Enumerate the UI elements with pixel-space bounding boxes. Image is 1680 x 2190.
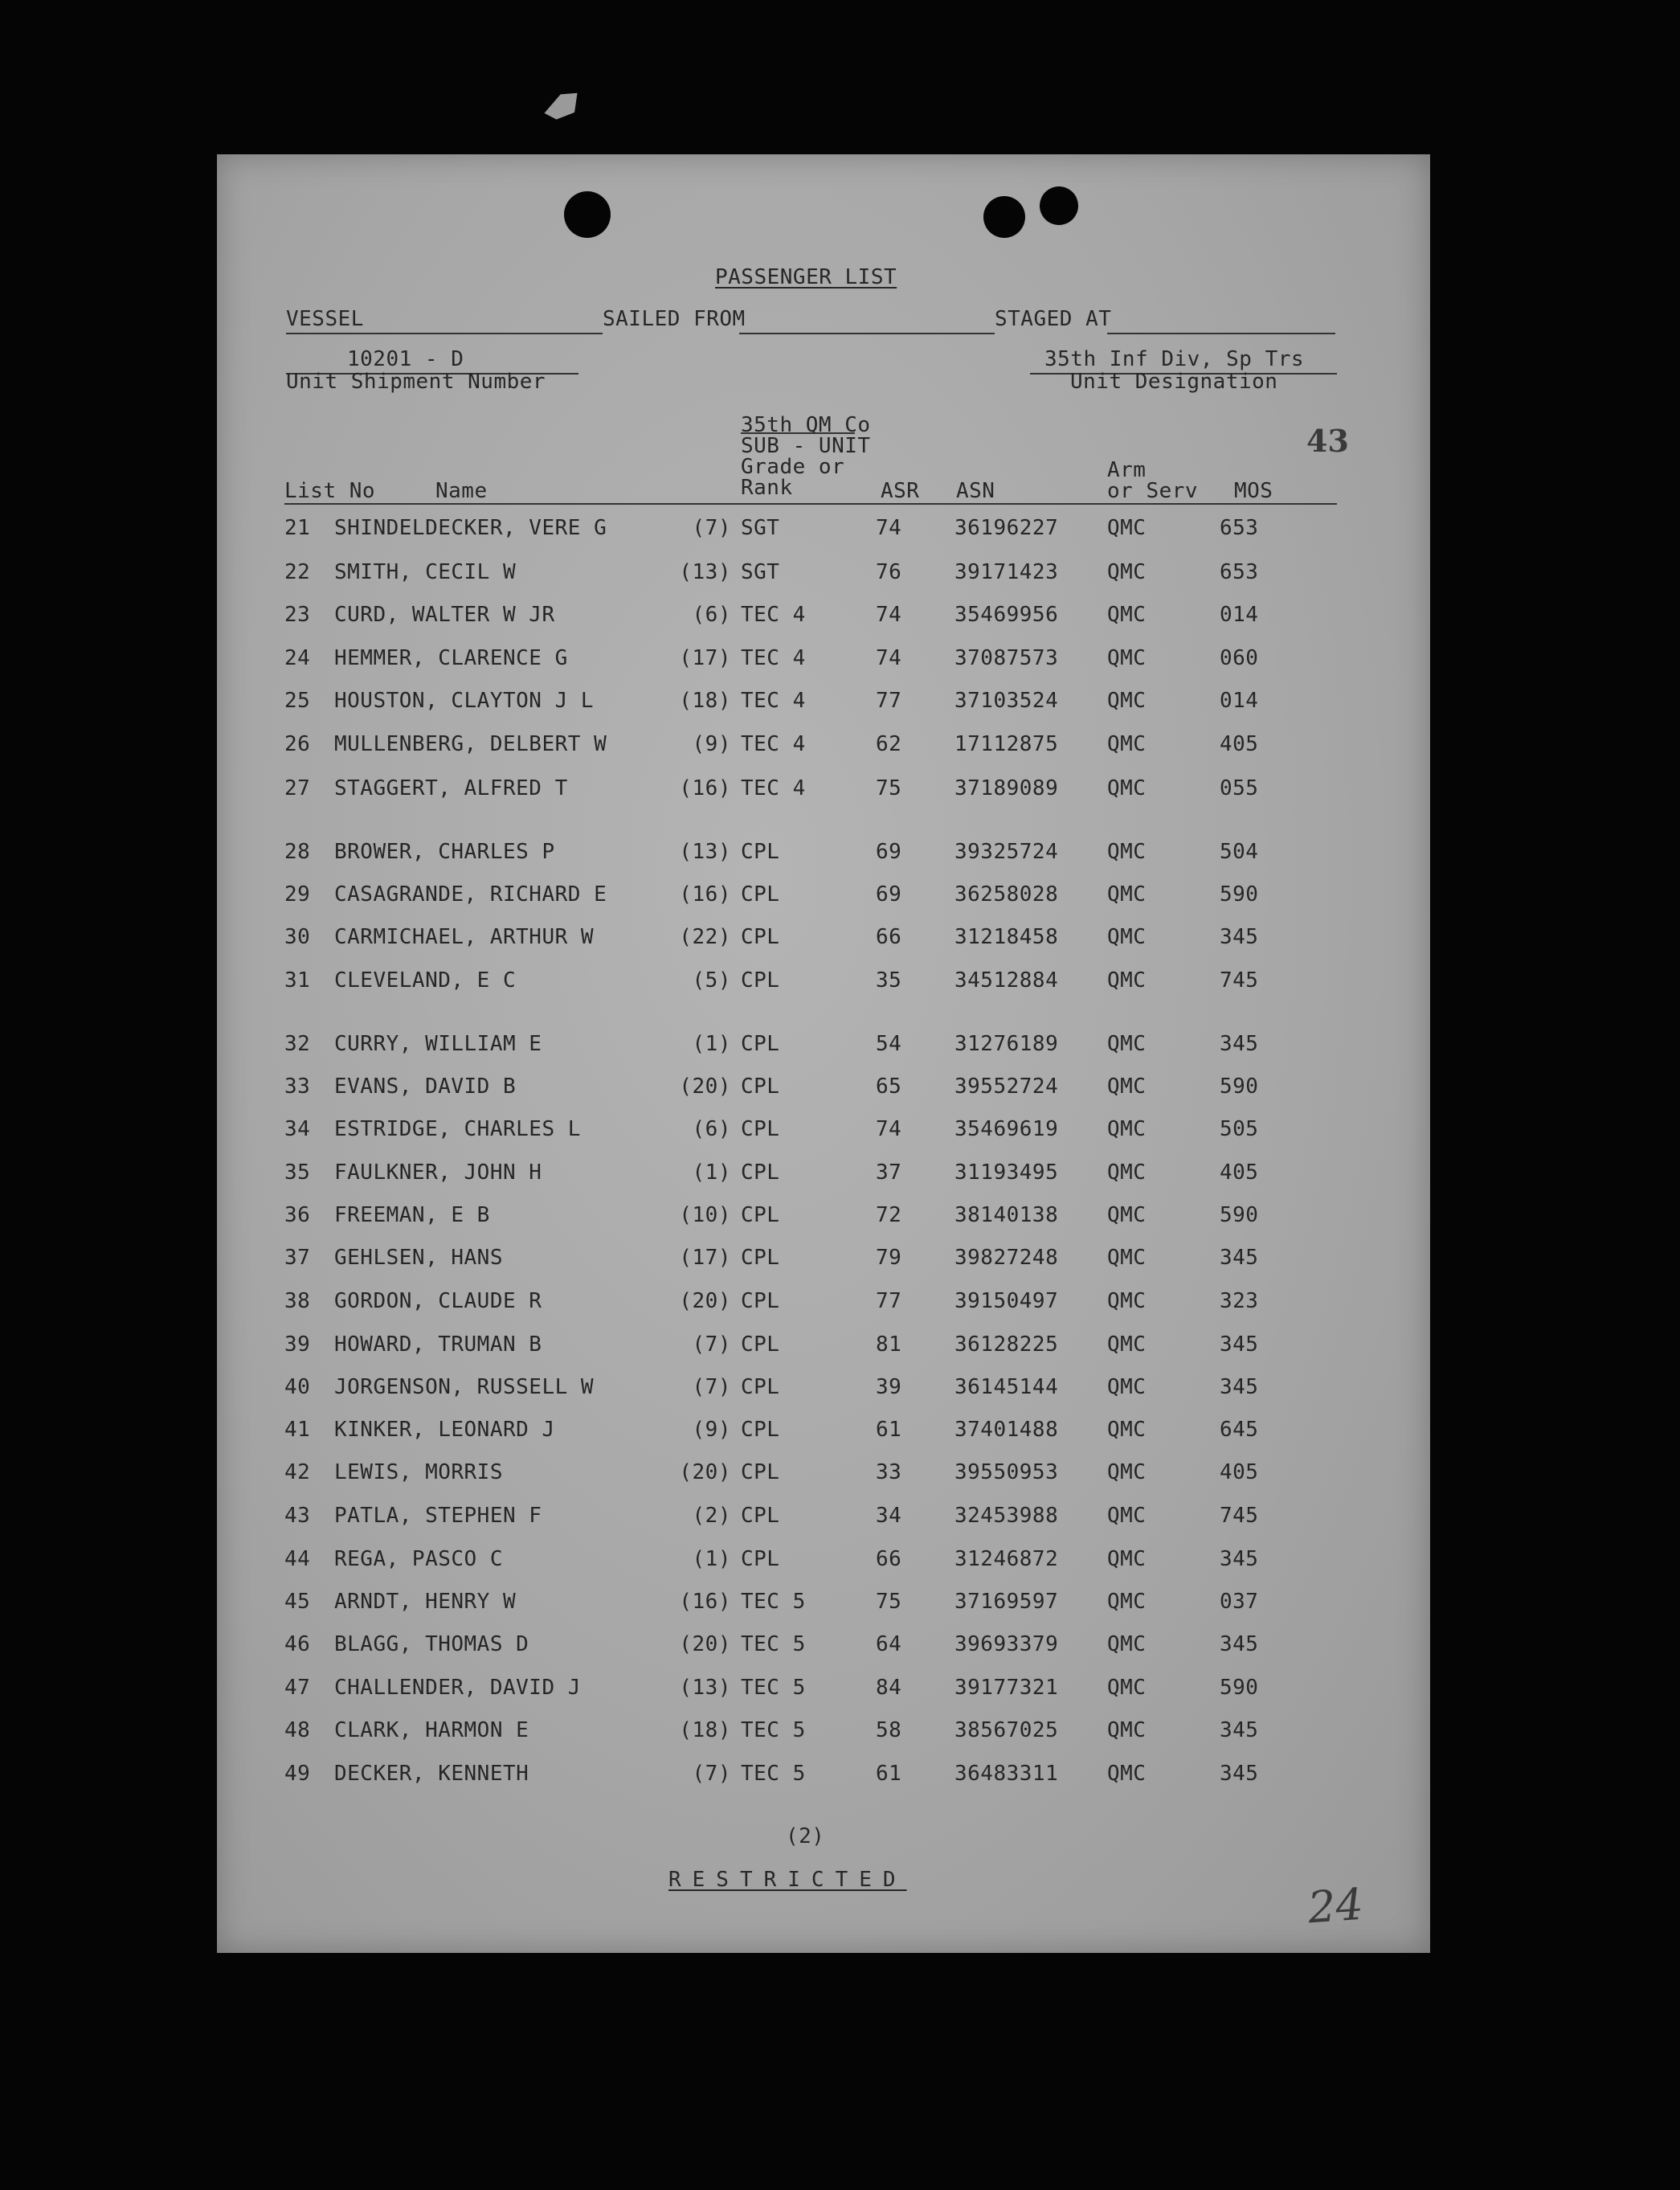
rank-cell: CPL [741,840,780,864]
name-cell: FREEMAN, E B [334,1203,490,1227]
asn-cell: 31246872 [954,1547,1059,1571]
asr-cell: 39 [876,1375,902,1399]
list-no-cell: 28 [284,840,311,864]
list-no-cell: 49 [284,1762,311,1786]
asn-cell: 37189089 [954,776,1059,800]
asr-cell: 66 [876,1547,902,1571]
arm-cell: QMC [1107,1375,1147,1399]
rank-cell: SGT [741,516,780,540]
page-stamp-number: 43 [1306,423,1349,459]
mos-cell: 653 [1220,560,1259,584]
list-no-cell: 43 [284,1504,311,1528]
asr-cell: 61 [876,1762,902,1786]
rank-cell: CPL [741,925,780,949]
asr-cell: 35 [876,968,902,993]
arm-cell: QMC [1107,1117,1147,1141]
list-no-cell: 48 [284,1718,311,1742]
column-header-grade-line2: Rank [741,476,793,500]
code-cell: (13) [679,560,731,584]
page-number: (2) [786,1824,825,1848]
asr-cell: 81 [876,1332,902,1357]
code-cell: (13) [679,840,731,864]
code-cell: (1) [692,1547,731,1571]
table-row [217,1676,1430,1701]
mos-cell: 345 [1220,1332,1259,1357]
arm-cell: QMC [1107,1075,1147,1099]
mos-cell: 745 [1220,968,1259,993]
list-no-cell: 33 [284,1075,311,1099]
subunit-underline [741,432,855,434]
asn-cell: 39171423 [954,560,1059,584]
code-cell: (20) [679,1289,731,1313]
subunit-label: SUB - UNIT [741,434,871,458]
asr-cell: 54 [876,1032,902,1056]
list-no-cell: 21 [284,516,311,540]
name-cell: DECKER, KENNETH [334,1762,529,1786]
arm-cell: QMC [1107,516,1147,540]
document-title: PASSENGER LIST [715,265,897,289]
rank-cell: TEC 4 [741,603,806,627]
column-header-asr: ASR [881,479,920,503]
list-no-cell: 38 [284,1289,311,1313]
code-cell: (17) [679,646,731,670]
table-row [217,689,1430,714]
name-cell: BLAGG, THOMAS D [334,1632,529,1656]
arm-cell: QMC [1107,1418,1147,1442]
list-no-cell: 25 [284,689,311,713]
rank-cell: CPL [741,1504,780,1528]
document-page [217,154,1430,1953]
table-row [217,1762,1430,1787]
name-cell: CURRY, WILLIAM E [334,1032,542,1056]
asr-cell: 37 [876,1160,902,1185]
mos-cell: 504 [1220,840,1259,864]
name-cell: ESTRIDGE, CHARLES L [334,1117,581,1141]
list-no-cell: 27 [284,776,311,800]
rank-cell: CPL [741,1375,780,1399]
arm-cell: QMC [1107,968,1147,993]
name-cell: HEMMER, CLARENCE G [334,646,568,670]
asn-cell: 39150497 [954,1289,1059,1313]
column-header-arm-line2: or Serv [1107,479,1199,503]
mos-cell: 055 [1220,776,1259,800]
list-no-cell: 39 [284,1332,311,1357]
code-cell: (9) [692,732,731,756]
list-no-cell: 30 [284,925,311,949]
arm-cell: QMC [1107,1718,1147,1742]
table-row [217,1117,1430,1143]
name-cell: EVANS, DAVID B [334,1075,517,1099]
name-cell: CLEVELAND, E C [334,968,517,993]
arm-cell: QMC [1107,732,1147,756]
mos-cell: 645 [1220,1418,1259,1442]
asr-cell: 75 [876,1590,902,1614]
arm-cell: QMC [1107,1203,1147,1227]
asn-cell: 39177321 [954,1676,1059,1700]
mos-cell: 590 [1220,882,1259,907]
table-row [217,1203,1430,1229]
mos-cell: 653 [1220,516,1259,540]
asr-cell: 33 [876,1460,902,1484]
mos-cell: 060 [1220,646,1259,670]
mos-cell: 037 [1220,1590,1259,1614]
code-cell: (18) [679,1718,731,1742]
staged-at-field-line [1107,333,1335,334]
list-no-cell: 32 [284,1032,311,1056]
rank-cell: TEC 5 [741,1590,806,1614]
asn-cell: 36196227 [954,516,1059,540]
classification-marking: RESTRICTED [668,1868,907,1892]
name-cell: HOWARD, TRUMAN B [334,1332,542,1357]
mos-cell: 345 [1220,1762,1259,1786]
mos-cell: 590 [1220,1676,1259,1700]
code-cell: (16) [679,1590,731,1614]
list-no-cell: 35 [284,1160,311,1185]
asn-cell: 31193495 [954,1160,1059,1185]
rank-cell: TEC 5 [741,1676,806,1700]
name-cell: LEWIS, MORRIS [334,1460,503,1484]
list-no-cell: 34 [284,1117,311,1141]
table-row [217,1246,1430,1271]
asn-cell: 38567025 [954,1718,1059,1742]
column-header-mos: MOS [1234,479,1273,503]
mos-cell: 345 [1220,1246,1259,1270]
table-row [217,1718,1430,1744]
list-no-cell: 37 [284,1246,311,1270]
asr-cell: 61 [876,1418,902,1442]
asn-cell: 32453988 [954,1504,1059,1528]
header-rule [284,503,1337,505]
name-cell: FAULKNER, JOHN H [334,1160,542,1185]
arm-cell: QMC [1107,603,1147,627]
code-cell: (5) [692,968,731,993]
rank-cell: CPL [741,1032,780,1056]
name-cell: BROWER, CHARLES P [334,840,555,864]
table-row [217,1590,1430,1615]
name-cell: CASAGRANDE, RICHARD E [334,882,607,907]
code-cell: (18) [679,689,731,713]
asr-cell: 69 [876,840,902,864]
unit-shipment-label: Unit Shipment Number [286,370,546,394]
rank-cell: CPL [741,968,780,993]
mos-cell: 014 [1220,603,1259,627]
name-cell: GEHLSEN, HANS [334,1246,503,1270]
arm-cell: QMC [1107,1547,1147,1571]
unit-shipment-number: 10201 - D [347,347,464,371]
name-cell: JORGENSON, RUSSELL W [334,1375,595,1399]
code-cell: (6) [692,603,731,627]
list-no-cell: 23 [284,603,311,627]
list-no-cell: 29 [284,882,311,907]
code-cell: (16) [679,776,731,800]
asn-cell: 35469619 [954,1117,1059,1141]
arm-cell: QMC [1107,646,1147,670]
asn-cell: 35469956 [954,603,1059,627]
rank-cell: CPL [741,1075,780,1099]
name-cell: CLARK, HARMON E [334,1718,529,1742]
punch-hole-right [1040,186,1078,225]
table-row [217,1332,1430,1358]
rank-cell: CPL [741,1160,780,1185]
asn-cell: 37169597 [954,1590,1059,1614]
mos-cell: 014 [1220,689,1259,713]
rank-cell: CPL [741,1418,780,1442]
arm-cell: QMC [1107,1460,1147,1484]
code-cell: (9) [692,1418,731,1442]
asn-cell: 34512884 [954,968,1059,993]
punch-hole-middle [983,196,1025,238]
name-cell: KINKER, LEONARD J [334,1418,555,1442]
asn-cell: 36145144 [954,1375,1059,1399]
arm-cell: QMC [1107,1762,1147,1786]
arm-cell: QMC [1107,1676,1147,1700]
asn-cell: 37087573 [954,646,1059,670]
table-row [217,1289,1430,1315]
mos-cell: 590 [1220,1075,1259,1099]
rank-cell: CPL [741,1460,780,1484]
table-row [217,646,1430,672]
table-row [217,516,1430,542]
asn-cell: 37103524 [954,689,1059,713]
list-no-cell: 41 [284,1418,311,1442]
sailed-from-label: SAILED FROM [603,307,746,331]
table-row [217,1632,1430,1658]
table-row [217,1032,1430,1058]
rank-cell: TEC 4 [741,689,806,713]
table-row [217,925,1430,951]
mos-cell: 505 [1220,1117,1259,1141]
asn-cell: 36128225 [954,1332,1059,1357]
code-cell: (7) [692,1375,731,1399]
arm-cell: QMC [1107,1246,1147,1270]
table-row [217,732,1430,758]
table-row [217,776,1430,802]
asr-cell: 58 [876,1718,902,1742]
code-cell: (6) [692,1117,731,1141]
asr-cell: 65 [876,1075,902,1099]
asr-cell: 62 [876,732,902,756]
name-cell: CARMICHAEL, ARTHUR W [334,925,595,949]
asn-cell: 37401488 [954,1418,1059,1442]
name-cell: SMITH, CECIL W [334,560,517,584]
mos-cell: 345 [1220,925,1259,949]
name-cell: REGA, PASCO C [334,1547,503,1571]
punch-hole-left [564,191,611,238]
mos-cell: 405 [1220,732,1259,756]
asr-cell: 74 [876,1117,902,1141]
name-cell: PATLA, STEPHEN F [334,1504,542,1528]
code-cell: (1) [692,1160,731,1185]
arm-cell: QMC [1107,776,1147,800]
asr-cell: 64 [876,1632,902,1656]
arm-cell: QMC [1107,925,1147,949]
asn-cell: 39827248 [954,1246,1059,1270]
column-header-name: Name [435,479,488,503]
arm-cell: QMC [1107,1590,1147,1614]
asr-cell: 79 [876,1246,902,1270]
asr-cell: 74 [876,603,902,627]
name-cell: HOUSTON, CLAYTON J L [334,689,595,713]
asn-cell: 39550953 [954,1460,1059,1484]
rank-cell: TEC 5 [741,1762,806,1786]
column-header-list-no: List No [284,479,376,503]
table-row [217,1504,1430,1529]
rank-cell: SGT [741,560,780,584]
vessel-label: VESSEL [286,307,364,331]
rank-cell: TEC 5 [741,1632,806,1656]
arm-cell: QMC [1107,1160,1147,1185]
name-cell: STAGGERT, ALFRED T [334,776,568,800]
asn-cell: 36258028 [954,882,1059,907]
rank-cell: CPL [741,1117,780,1141]
asr-cell: 66 [876,925,902,949]
list-no-cell: 44 [284,1547,311,1571]
rank-cell: CPL [741,1246,780,1270]
list-no-cell: 31 [284,968,311,993]
asr-cell: 77 [876,1289,902,1313]
mos-cell: 590 [1220,1203,1259,1227]
asr-cell: 72 [876,1203,902,1227]
arm-cell: QMC [1107,1332,1147,1357]
rank-cell: TEC 5 [741,1718,806,1742]
list-no-cell: 47 [284,1676,311,1700]
asr-cell: 76 [876,560,902,584]
name-cell: ARNDT, HENRY W [334,1590,517,1614]
name-cell: CHALLENDER, DAVID J [334,1676,581,1700]
asn-cell: 39325724 [954,840,1059,864]
mos-cell: 345 [1220,1547,1259,1571]
code-cell: (20) [679,1075,731,1099]
list-no-cell: 46 [284,1632,311,1656]
name-cell: SHINDELDECKER, VERE G [334,516,607,540]
subunit-name: 35th QM Co [741,413,871,437]
unit-designation: 35th Inf Div, Sp Trs [1044,347,1305,371]
asr-cell: 34 [876,1504,902,1528]
rank-cell: CPL [741,1203,780,1227]
name-cell: CURD, WALTER W JR [334,603,555,627]
asn-cell: 38140138 [954,1203,1059,1227]
rank-cell: CPL [741,1332,780,1357]
rank-cell: CPL [741,1547,780,1571]
code-cell: (13) [679,1676,731,1700]
column-header-asn: ASN [956,479,995,503]
asn-cell: 31276189 [954,1032,1059,1056]
list-no-cell: 26 [284,732,311,756]
list-no-cell: 36 [284,1203,311,1227]
table-row [217,1375,1430,1401]
mos-cell: 745 [1220,1504,1259,1528]
code-cell: (7) [692,1762,731,1786]
column-header-grade-line1: Grade or [741,455,845,479]
table-row [217,1160,1430,1186]
code-cell: (16) [679,882,731,907]
table-row [217,1460,1430,1486]
mos-cell: 345 [1220,1375,1259,1399]
sailed-from-field-line [739,333,995,334]
handwritten-page-number: 24 [1306,1878,1365,1934]
rank-cell: CPL [741,1289,780,1313]
arm-cell: QMC [1107,689,1147,713]
table-row [217,1075,1430,1100]
rank-cell: TEC 4 [741,776,806,800]
mos-cell: 345 [1220,1718,1259,1742]
name-cell: GORDON, CLAUDE R [334,1289,542,1313]
code-cell: (17) [679,1246,731,1270]
code-cell: (2) [692,1504,731,1528]
code-cell: (20) [679,1632,731,1656]
table-row [217,1418,1430,1443]
arm-cell: QMC [1107,1504,1147,1528]
arm-cell: QMC [1107,1032,1147,1056]
rank-cell: TEC 4 [741,732,806,756]
mos-cell: 345 [1220,1032,1259,1056]
table-row [217,840,1430,866]
asn-cell: 36483311 [954,1762,1059,1786]
list-no-cell: 42 [284,1460,311,1484]
code-cell: (22) [679,925,731,949]
arm-cell: QMC [1107,840,1147,864]
asn-cell: 39552724 [954,1075,1059,1099]
code-cell: (7) [692,1332,731,1357]
table-row [217,560,1430,586]
code-cell: (7) [692,516,731,540]
mos-cell: 405 [1220,1160,1259,1185]
list-no-cell: 40 [284,1375,311,1399]
table-row [217,1547,1430,1573]
rank-cell: CPL [741,882,780,907]
asn-cell: 31218458 [954,925,1059,949]
arm-cell: QMC [1107,1632,1147,1656]
name-cell: MULLENBERG, DELBERT W [334,732,607,756]
asn-cell: 17112875 [954,732,1059,756]
mos-cell: 345 [1220,1632,1259,1656]
asr-cell: 69 [876,882,902,907]
asr-cell: 74 [876,516,902,540]
mos-cell: 323 [1220,1289,1259,1313]
unit-designation-label: Unit Designation [1070,370,1278,394]
code-cell: (10) [679,1203,731,1227]
arm-cell: QMC [1107,882,1147,907]
mos-cell: 405 [1220,1460,1259,1484]
staged-at-label: STAGED AT [995,307,1112,331]
column-header-arm-line1: Arm [1107,458,1147,482]
table-row [217,882,1430,908]
asr-cell: 84 [876,1676,902,1700]
asr-cell: 75 [876,776,902,800]
rank-cell: TEC 4 [741,646,806,670]
arm-cell: QMC [1107,560,1147,584]
asr-cell: 77 [876,689,902,713]
vessel-field-line [286,333,603,334]
code-cell: (20) [679,1460,731,1484]
list-no-cell: 22 [284,560,311,584]
asr-cell: 74 [876,646,902,670]
code-cell: (1) [692,1032,731,1056]
asn-cell: 39693379 [954,1632,1059,1656]
list-no-cell: 24 [284,646,311,670]
list-no-cell: 45 [284,1590,311,1614]
table-row [217,968,1430,994]
arm-cell: QMC [1107,1289,1147,1313]
table-row [217,603,1430,628]
